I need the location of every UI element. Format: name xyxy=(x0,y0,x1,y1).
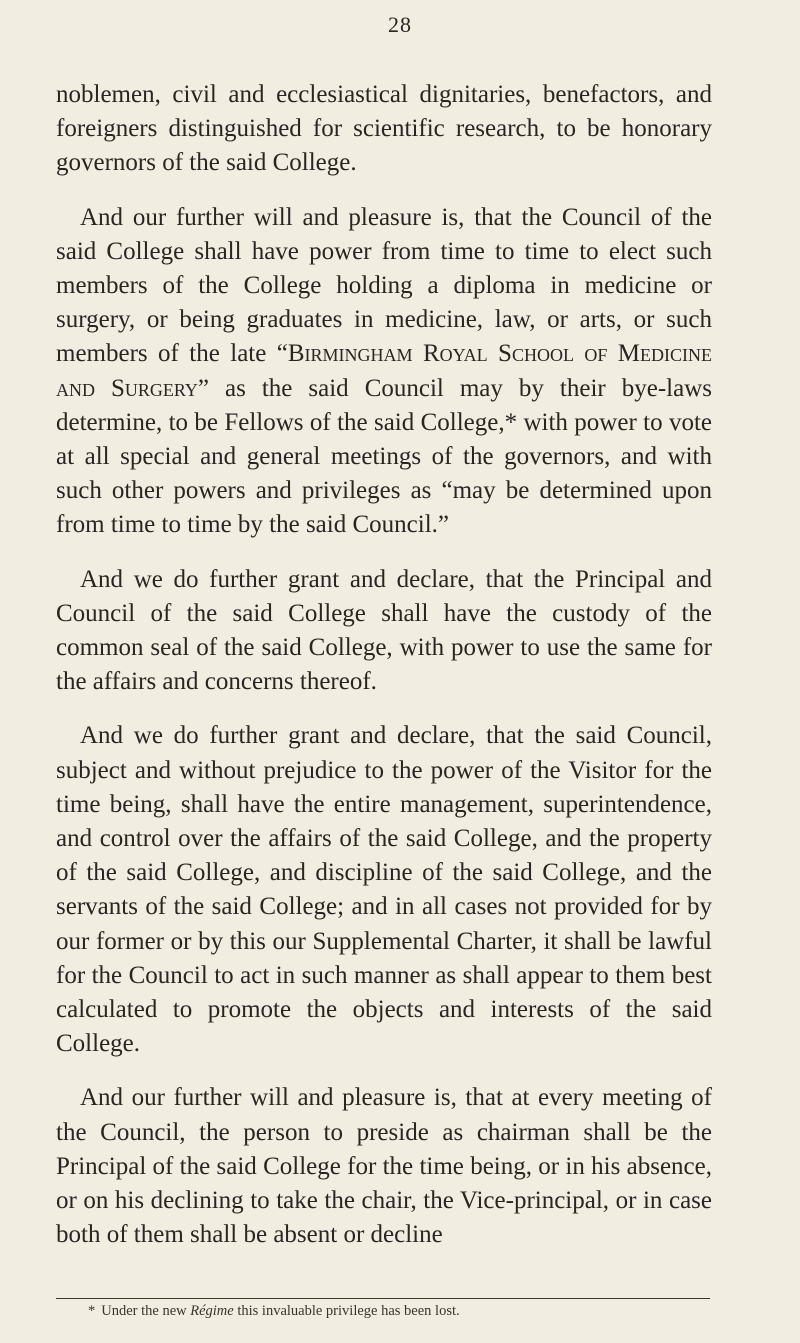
paragraph-council-chairman: And our further will and pleasure is, that at every meeting of the Council, the person to preside as chairman shall be the Principal of the said College for the time being, or in his absence, or on his declining to take the chair, the Vice-principal, or in case both of them shall be absent or decline xyxy=(56,1084,712,1249)
footnote-text-before: Under the new xyxy=(101,1303,191,1319)
paragraph-fellows-part-1: And our further will and pleasure is, that the Council of the said College shall have power from time to time to elect such members of the College holding a diploma in medicine or surgery, or being graduates in medicine, law, or arts, or such members of the late “ xyxy=(56,203,712,368)
footnote-italic-word: Régime xyxy=(190,1303,234,1319)
footnote xyxy=(88,1302,460,1320)
page-number: 28 xyxy=(388,12,412,37)
paragraph-fellows-part-2: ” as the said Council may by their bye-laws determine, to be Fellows of the said College,* with power to vote at all special and general meetings of the governors, and with such other powers and privileges as “may be determined upon from time to time by the said Council.” xyxy=(56,374,712,539)
footnote-text-after: this invaluable privilege has been lost. xyxy=(233,1303,460,1319)
paragraph-council-management: And we do further grant and declare, that the said Council, subject and without prejudice to the power of the Visitor for the time being, shall have the entire management, superintendence, and control over the affairs of the said College, and the property of the said College, and discipline of the said College, and the servants of the said College; and in all cases not provided for by our former or by this our Supplemental Charter, it shall be lawful for the Council to act in such manner as shall appear to them best calculated to promote the objects and interests of the said College. xyxy=(56,722,712,1058)
charter-text xyxy=(56,78,712,1253)
footnote-marker: * xyxy=(88,1303,96,1319)
paragraph-honorary-governors: noblemen, civil and ecclesiastical dignitaries, benefactors, and foreigners distinguished for scientific research, to be honorary governors of the said College. xyxy=(56,81,712,177)
footnote-divider xyxy=(56,1298,710,1299)
school-name: Birmingham Royal School of Medicine and Surgery xyxy=(56,340,712,402)
paragraph-fellows xyxy=(56,201,712,543)
paragraph-common-seal: And we do further grant and declare, that the Principal and Council of the said College shall have the custody of the common seal of the said College, with power to use the same for the affairs and concerns thereof. xyxy=(56,565,712,696)
